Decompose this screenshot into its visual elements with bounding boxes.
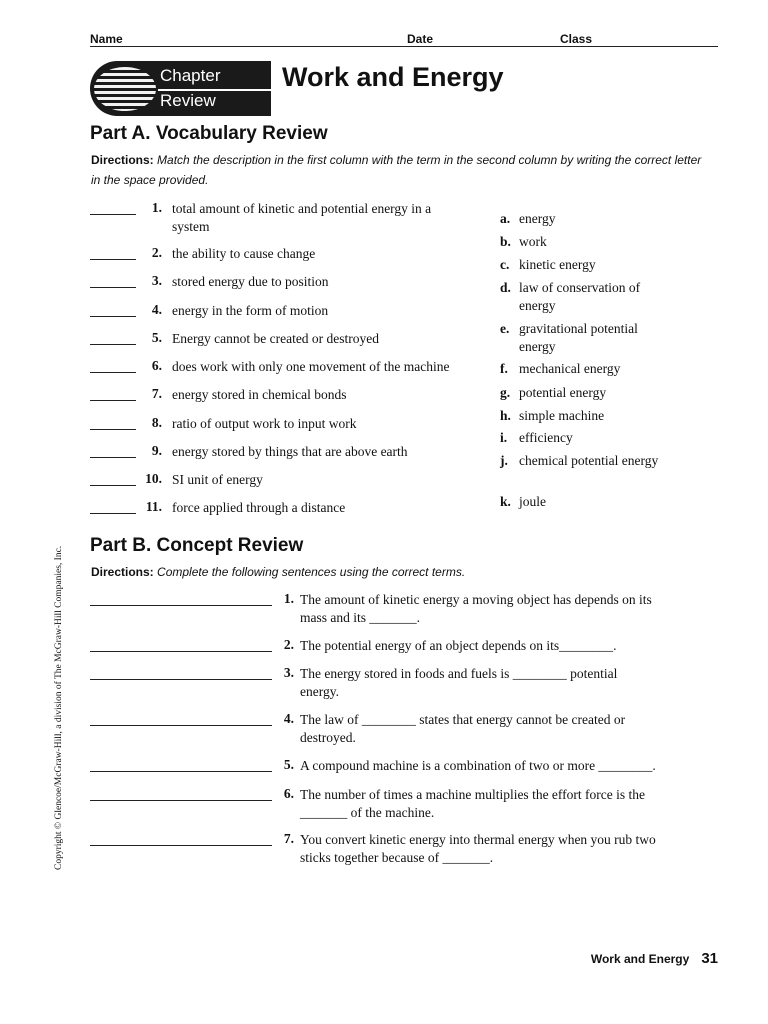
term-letter: a. (500, 211, 511, 226)
name-label: Name (90, 32, 123, 46)
badge-line-2: Review (160, 91, 216, 110)
answer-blank[interactable] (90, 725, 272, 726)
directions-text: Match the description in the first column with the term in the second column by writing the correct letter in the space provided. (91, 153, 702, 187)
term-letter: k. (500, 494, 511, 509)
item-text: the ability to cause change (172, 246, 316, 261)
item-text: You convert kinetic energy into thermal energy when you rub two sticks together because of _______. (300, 832, 656, 865)
term-text: gravitational potential energy (519, 321, 638, 354)
item-number: 9. (151, 443, 162, 458)
chapter-review-badge (90, 61, 271, 116)
item-text: SI unit of energy (172, 472, 263, 487)
item-text: ratio of output work to input work (172, 416, 357, 431)
badge-line-1: Chapter (160, 66, 221, 85)
term-letter: c. (500, 257, 510, 272)
item-number: 3. (151, 273, 162, 288)
term-text: energy (519, 211, 556, 226)
term-letter: g. (500, 385, 511, 400)
item-number: 3. (283, 665, 294, 680)
directions-label: Directions: (91, 153, 154, 167)
term-text: mechanical energy (519, 361, 621, 376)
item-text: A compound machine is a combination of two or more ________. (300, 758, 656, 773)
page-number: 31 (701, 950, 718, 967)
item-number: 8. (151, 415, 162, 430)
part-b-title: Part B. Concept Review (90, 535, 304, 556)
item-number: 7. (283, 831, 294, 846)
answer-blank[interactable] (90, 372, 136, 373)
answer-blank[interactable] (90, 800, 272, 801)
copyright-notice: Copyright © Glencoe/McGraw-Hill, a division of The McGraw-Hill Companies, Inc. (54, 545, 64, 870)
item-text: Energy cannot be created or destroyed (172, 331, 380, 346)
page-title: Work and Energy (282, 62, 504, 92)
item-text: energy in the form of motion (172, 303, 329, 318)
striped-globe-icon (94, 67, 156, 111)
term-letter: h. (500, 408, 511, 423)
answer-blank[interactable] (90, 344, 136, 345)
item-text: total amount of kinetic and potential energy in a system (172, 201, 432, 234)
part-a-directions (91, 150, 711, 190)
answer-blank[interactable] (90, 259, 136, 260)
item-text: energy stored in chemical bonds (172, 387, 347, 402)
item-number: 11. (145, 499, 162, 514)
answer-blank[interactable] (90, 605, 272, 606)
item-text: stored energy due to position (172, 274, 329, 289)
item-text: The amount of kinetic energy a moving object has depends on its mass and its _______. (300, 592, 652, 625)
item-number: 2. (283, 637, 294, 652)
term-text: kinetic energy (519, 257, 596, 272)
term-letter: f. (500, 361, 508, 376)
part-b-directions (91, 562, 711, 582)
answer-blank[interactable] (90, 457, 136, 458)
answer-blank[interactable] (90, 316, 136, 317)
term-letter: j. (500, 453, 508, 468)
directions-label: Directions: (91, 565, 154, 579)
item-number: 5. (283, 757, 294, 772)
item-text: The potential energy of an object depends on its________. (300, 638, 617, 653)
answer-blank[interactable] (90, 651, 272, 652)
item-text: does work with only one movement of the machine (172, 359, 450, 374)
term-text: efficiency (519, 430, 573, 445)
answer-blank[interactable] (90, 679, 272, 680)
item-number: 2. (151, 245, 162, 260)
term-letter: d. (500, 280, 511, 295)
item-number: 6. (151, 358, 162, 373)
term-text: simple machine (519, 408, 605, 423)
answer-blank[interactable] (90, 485, 136, 486)
term-text: joule (519, 494, 546, 509)
item-number: 1. (283, 591, 294, 606)
item-text: energy stored by things that are above earth (172, 444, 408, 459)
item-text: force applied through a distance (172, 500, 346, 515)
footer-label: Work and Energy (590, 952, 690, 966)
term-text: potential energy (519, 385, 607, 400)
term-text: chemical potential energy (519, 453, 659, 468)
item-text: The law of ________ states that energy cannot be created or destroyed. (300, 712, 626, 745)
term-text: law of conservation of energy (519, 280, 641, 313)
item-number: 4. (283, 711, 294, 726)
answer-blank[interactable] (90, 214, 136, 215)
item-text: The number of times a machine multiplies the effort force is the _______ of the machine. (300, 787, 646, 820)
item-number: 5. (151, 330, 162, 345)
term-letter: i. (500, 430, 508, 445)
answer-blank[interactable] (90, 287, 136, 288)
date-label: Date (407, 32, 434, 46)
item-number: 7. (151, 386, 162, 401)
page-footer (591, 950, 718, 967)
item-number: 4. (151, 302, 162, 317)
item-number: 10. (145, 471, 162, 486)
part-a-title: Part A. Vocabulary Review (90, 123, 328, 144)
term-text: work (519, 234, 547, 249)
term-letter: e. (500, 321, 510, 336)
answer-blank[interactable] (90, 513, 136, 514)
directions-text: Complete the following sentences using the correct terms. (157, 565, 466, 579)
answer-blank[interactable] (90, 400, 136, 401)
answer-blank[interactable] (90, 429, 136, 430)
answer-blank[interactable] (90, 845, 272, 846)
student-info-header (90, 32, 718, 47)
term-letter: b. (500, 234, 511, 249)
class-label: Class (560, 32, 593, 46)
item-number: 6. (283, 786, 294, 801)
answer-blank[interactable] (90, 771, 272, 772)
item-number: 1. (151, 200, 162, 215)
item-text: The energy stored in foods and fuels is ________ potential energy. (300, 666, 618, 699)
